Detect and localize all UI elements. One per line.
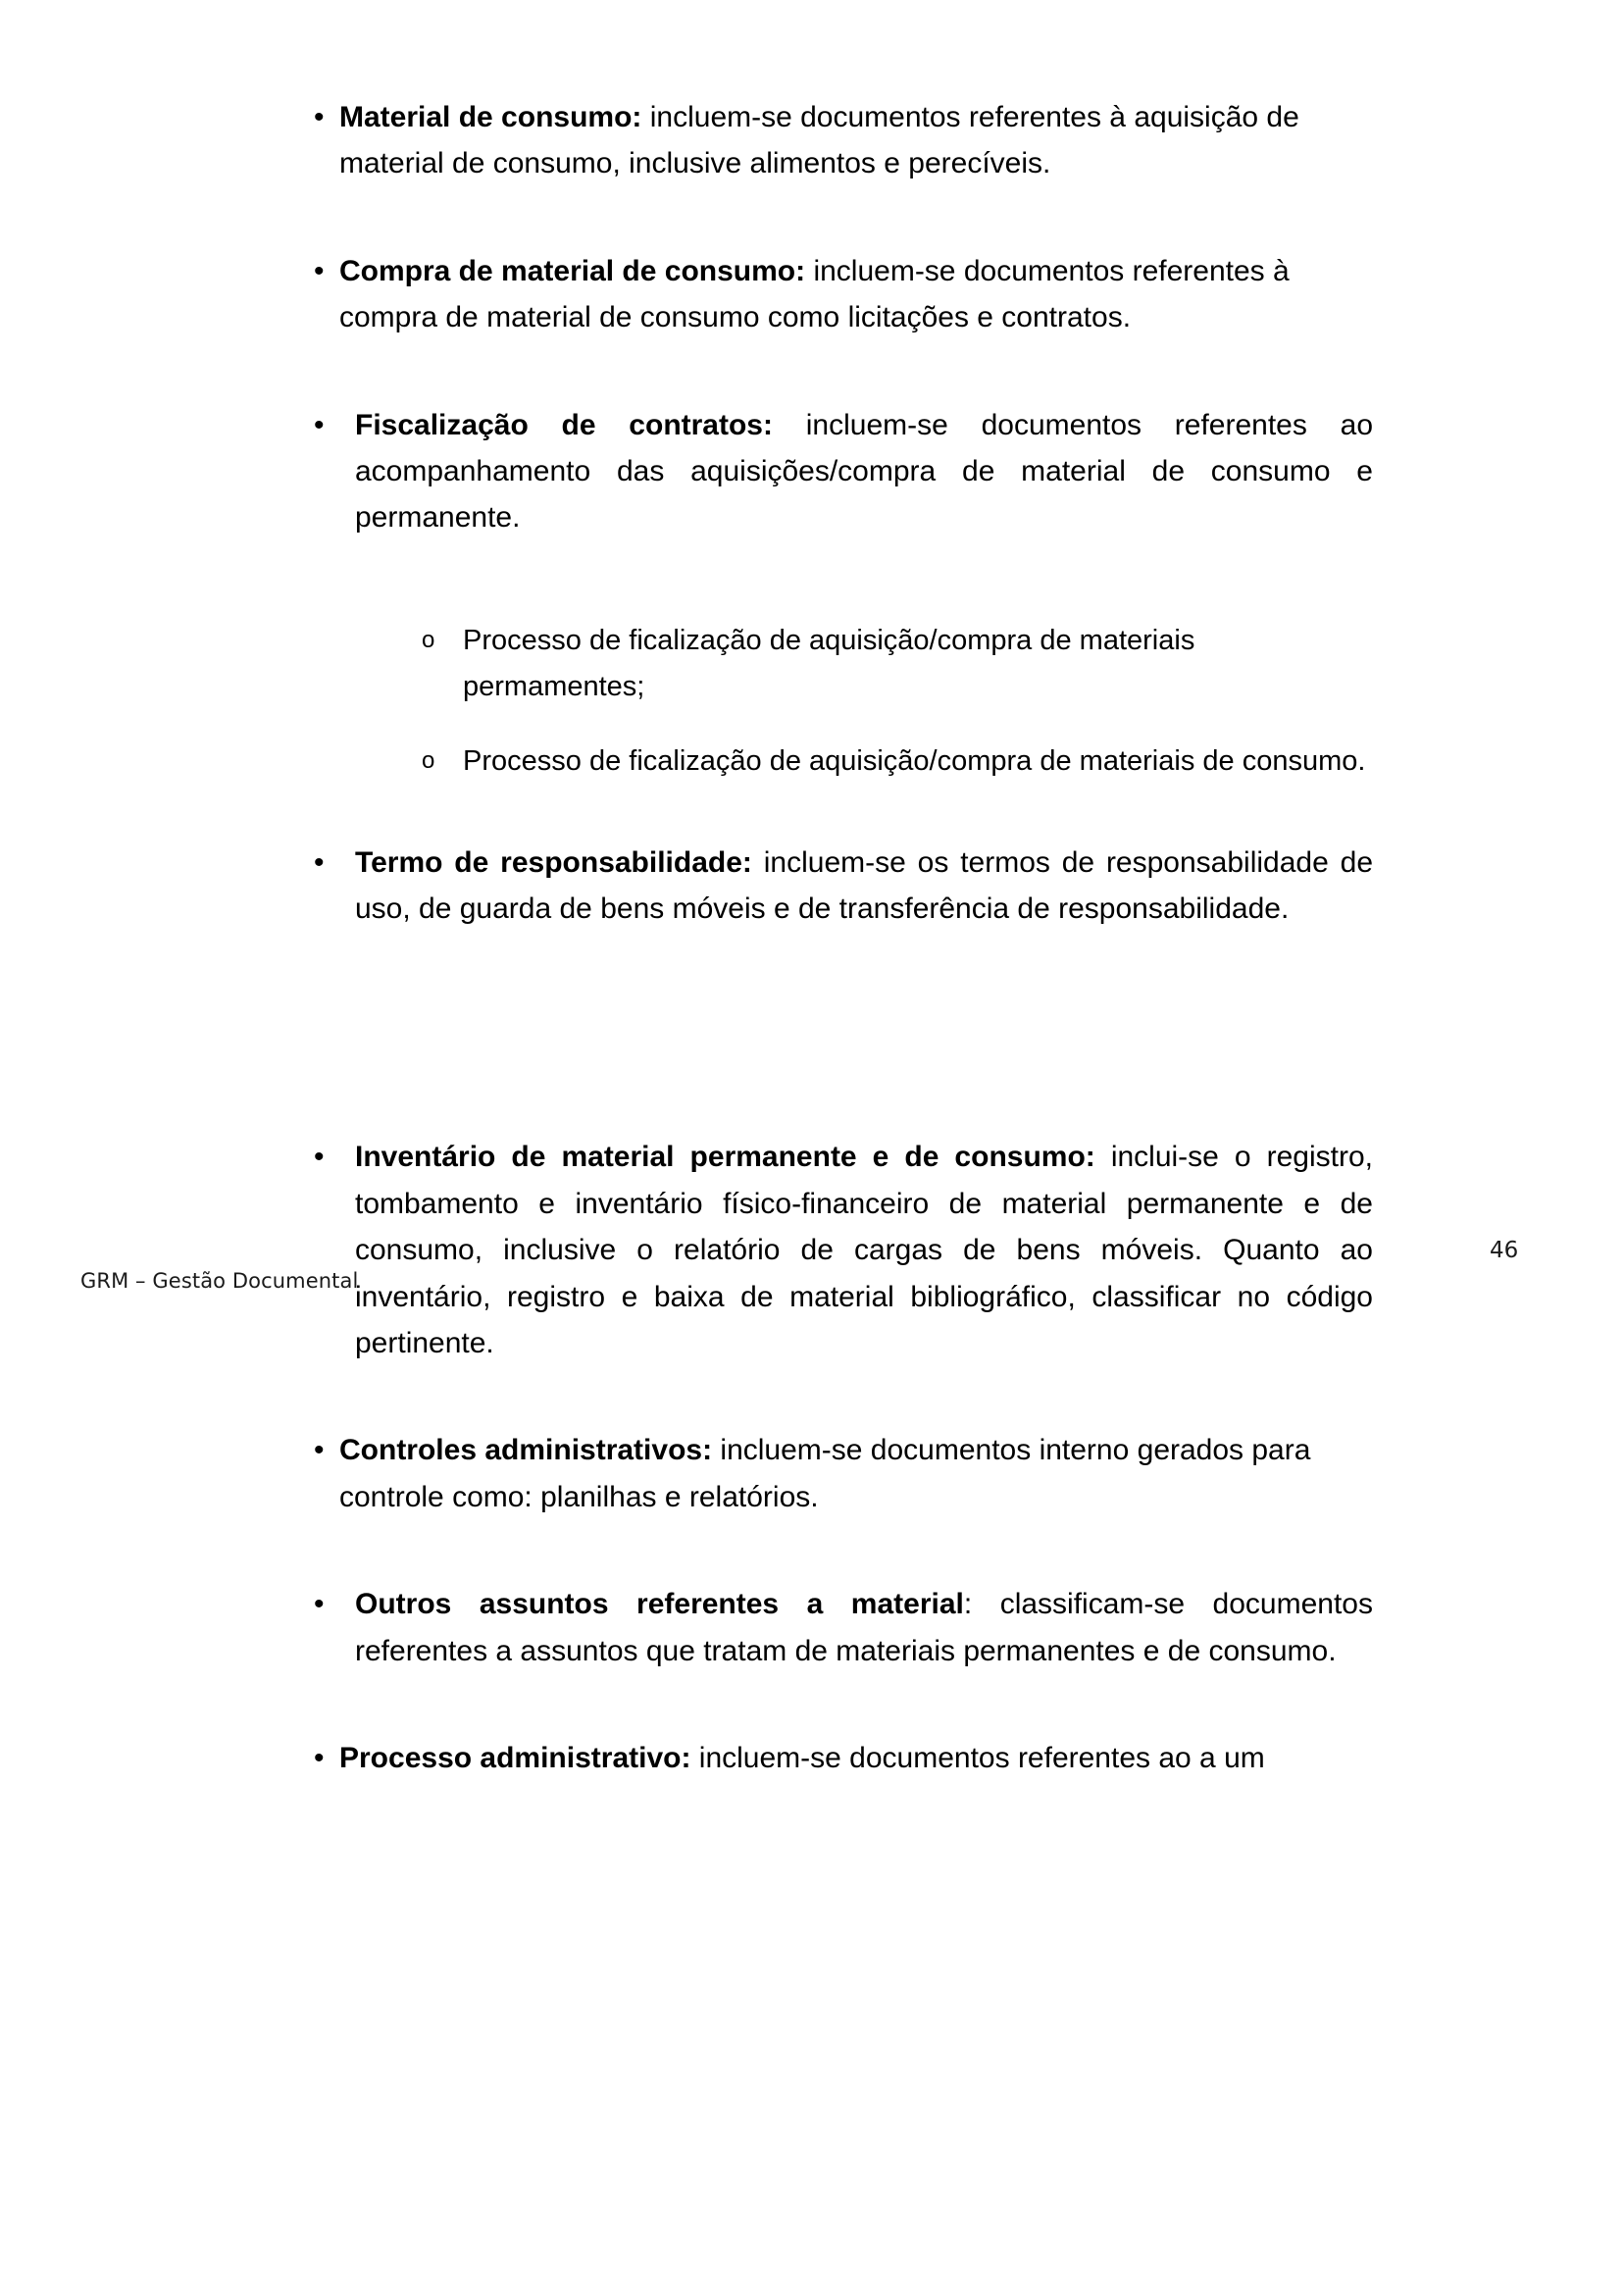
bullet-body-text: incluem-se documentos referentes ao a um: [690, 1741, 1265, 1774]
document-body: [314, 94, 1373, 1820]
bullet-text: [339, 94, 1373, 187]
bullet-lead-term: Outros assuntos referentes a material: [355, 1588, 964, 1621]
bullet-lead-term: Controles administrativos:: [339, 1434, 713, 1467]
bullet-compra-de-material-de-consumo: [314, 248, 1373, 341]
bullet-marker-icon: •: [314, 101, 325, 133]
bullet-marker-icon: •: [314, 1741, 325, 1774]
bullet-body-text: incluem-se os termos de responsabilidade de uso, de guarda de bens móveis e de transferência de responsabilidade.: [355, 845, 1373, 926]
sub-bullet-list: [314, 618, 1373, 785]
bullet-body-text: incluem-se documentos referentes à aquisição de material de consumo, inclusive alimentos e perecíveis.: [339, 101, 1299, 180]
bullet-marker-icon: •: [314, 845, 325, 879]
bullet-lead-term: Inventário de material permanente e de consumo:: [355, 1141, 1095, 1174]
bullet-lead-term: Compra de material de consumo:: [339, 254, 806, 287]
bullet-inventario-de-material: [314, 1134, 1373, 1366]
bullet-body-text: incluem-se documentos interno gerados para controle como: planilhas e relatórios.: [339, 1434, 1311, 1513]
bullet-fiscalizacao-de-contratos: [314, 402, 1373, 541]
bullet-text: [355, 1581, 1373, 1674]
bullet-body-text: : classificam-se documentos referentes a assuntos que tratam de materiais permanentes e de consumo.: [355, 1588, 1373, 1667]
bullet-text: [339, 1735, 1373, 1781]
bullet-body-text: incluem-se documentos referentes à compra de material de consumo como licitações e contratos.: [339, 254, 1290, 334]
bullet-material-de-consumo: [314, 94, 1373, 187]
bullet-lead-term: Termo de responsabilidade:: [355, 845, 752, 879]
bullet-lead-term: Fiscalização de contratos:: [355, 408, 773, 441]
sub-bullet-text: Processo de ficalização de aquisição/compra de materiais permamentes;: [463, 624, 1195, 702]
bullet-text: [355, 840, 1373, 933]
running-head: GRM – Gestão Documental: [80, 1269, 359, 1293]
bullet-body-text: incluem-se documentos referentes ao acompanhamento das aquisições/compra de material de consumo e permanente.: [355, 408, 1374, 535]
bullet-marker-icon: •: [314, 1588, 325, 1621]
bullet-outros-assuntos-referentes-a-material: [314, 1581, 1373, 1674]
sub-bullet-item: [422, 739, 1373, 785]
bullet-text: [355, 402, 1373, 541]
bullet-lead-term: Processo administrativo:: [339, 1741, 691, 1774]
bullet-marker-icon: •: [314, 1141, 325, 1174]
bullet-lead-term: Material de consumo:: [339, 101, 642, 133]
circle-bullet-icon: o: [422, 746, 435, 774]
sub-bullet-item: [422, 618, 1373, 710]
bullet-text: [339, 1427, 1373, 1520]
bullet-marker-icon: •: [314, 408, 325, 441]
bullet-body-text: inclui-se o registro, tombamento e inventário físico-financeiro de material permanente e de consumo, inclusive o relatório de cargas de bens móveis. Quanto ao inventário, registro e baixa de material bibliográfico, classificar no código pertinente.: [355, 1141, 1373, 1359]
page-number: 46: [1490, 1238, 1519, 1263]
running-head-spacer: [314, 1008, 1373, 1134]
bullet-text: [339, 248, 1373, 341]
circle-bullet-icon: o: [422, 626, 435, 653]
bullet-processo-administrativo: [314, 1735, 1373, 1781]
bullet-controles-administrativos: [314, 1427, 1373, 1520]
bullet-text: [355, 1134, 1373, 1366]
bullet-marker-icon: •: [314, 254, 325, 287]
bullet-termo-de-responsabilidade: [314, 840, 1373, 933]
sub-bullet-text: Processo de ficalização de aquisição/compra de materiais de consumo.: [463, 744, 1366, 777]
bullet-marker-icon: •: [314, 1434, 325, 1467]
